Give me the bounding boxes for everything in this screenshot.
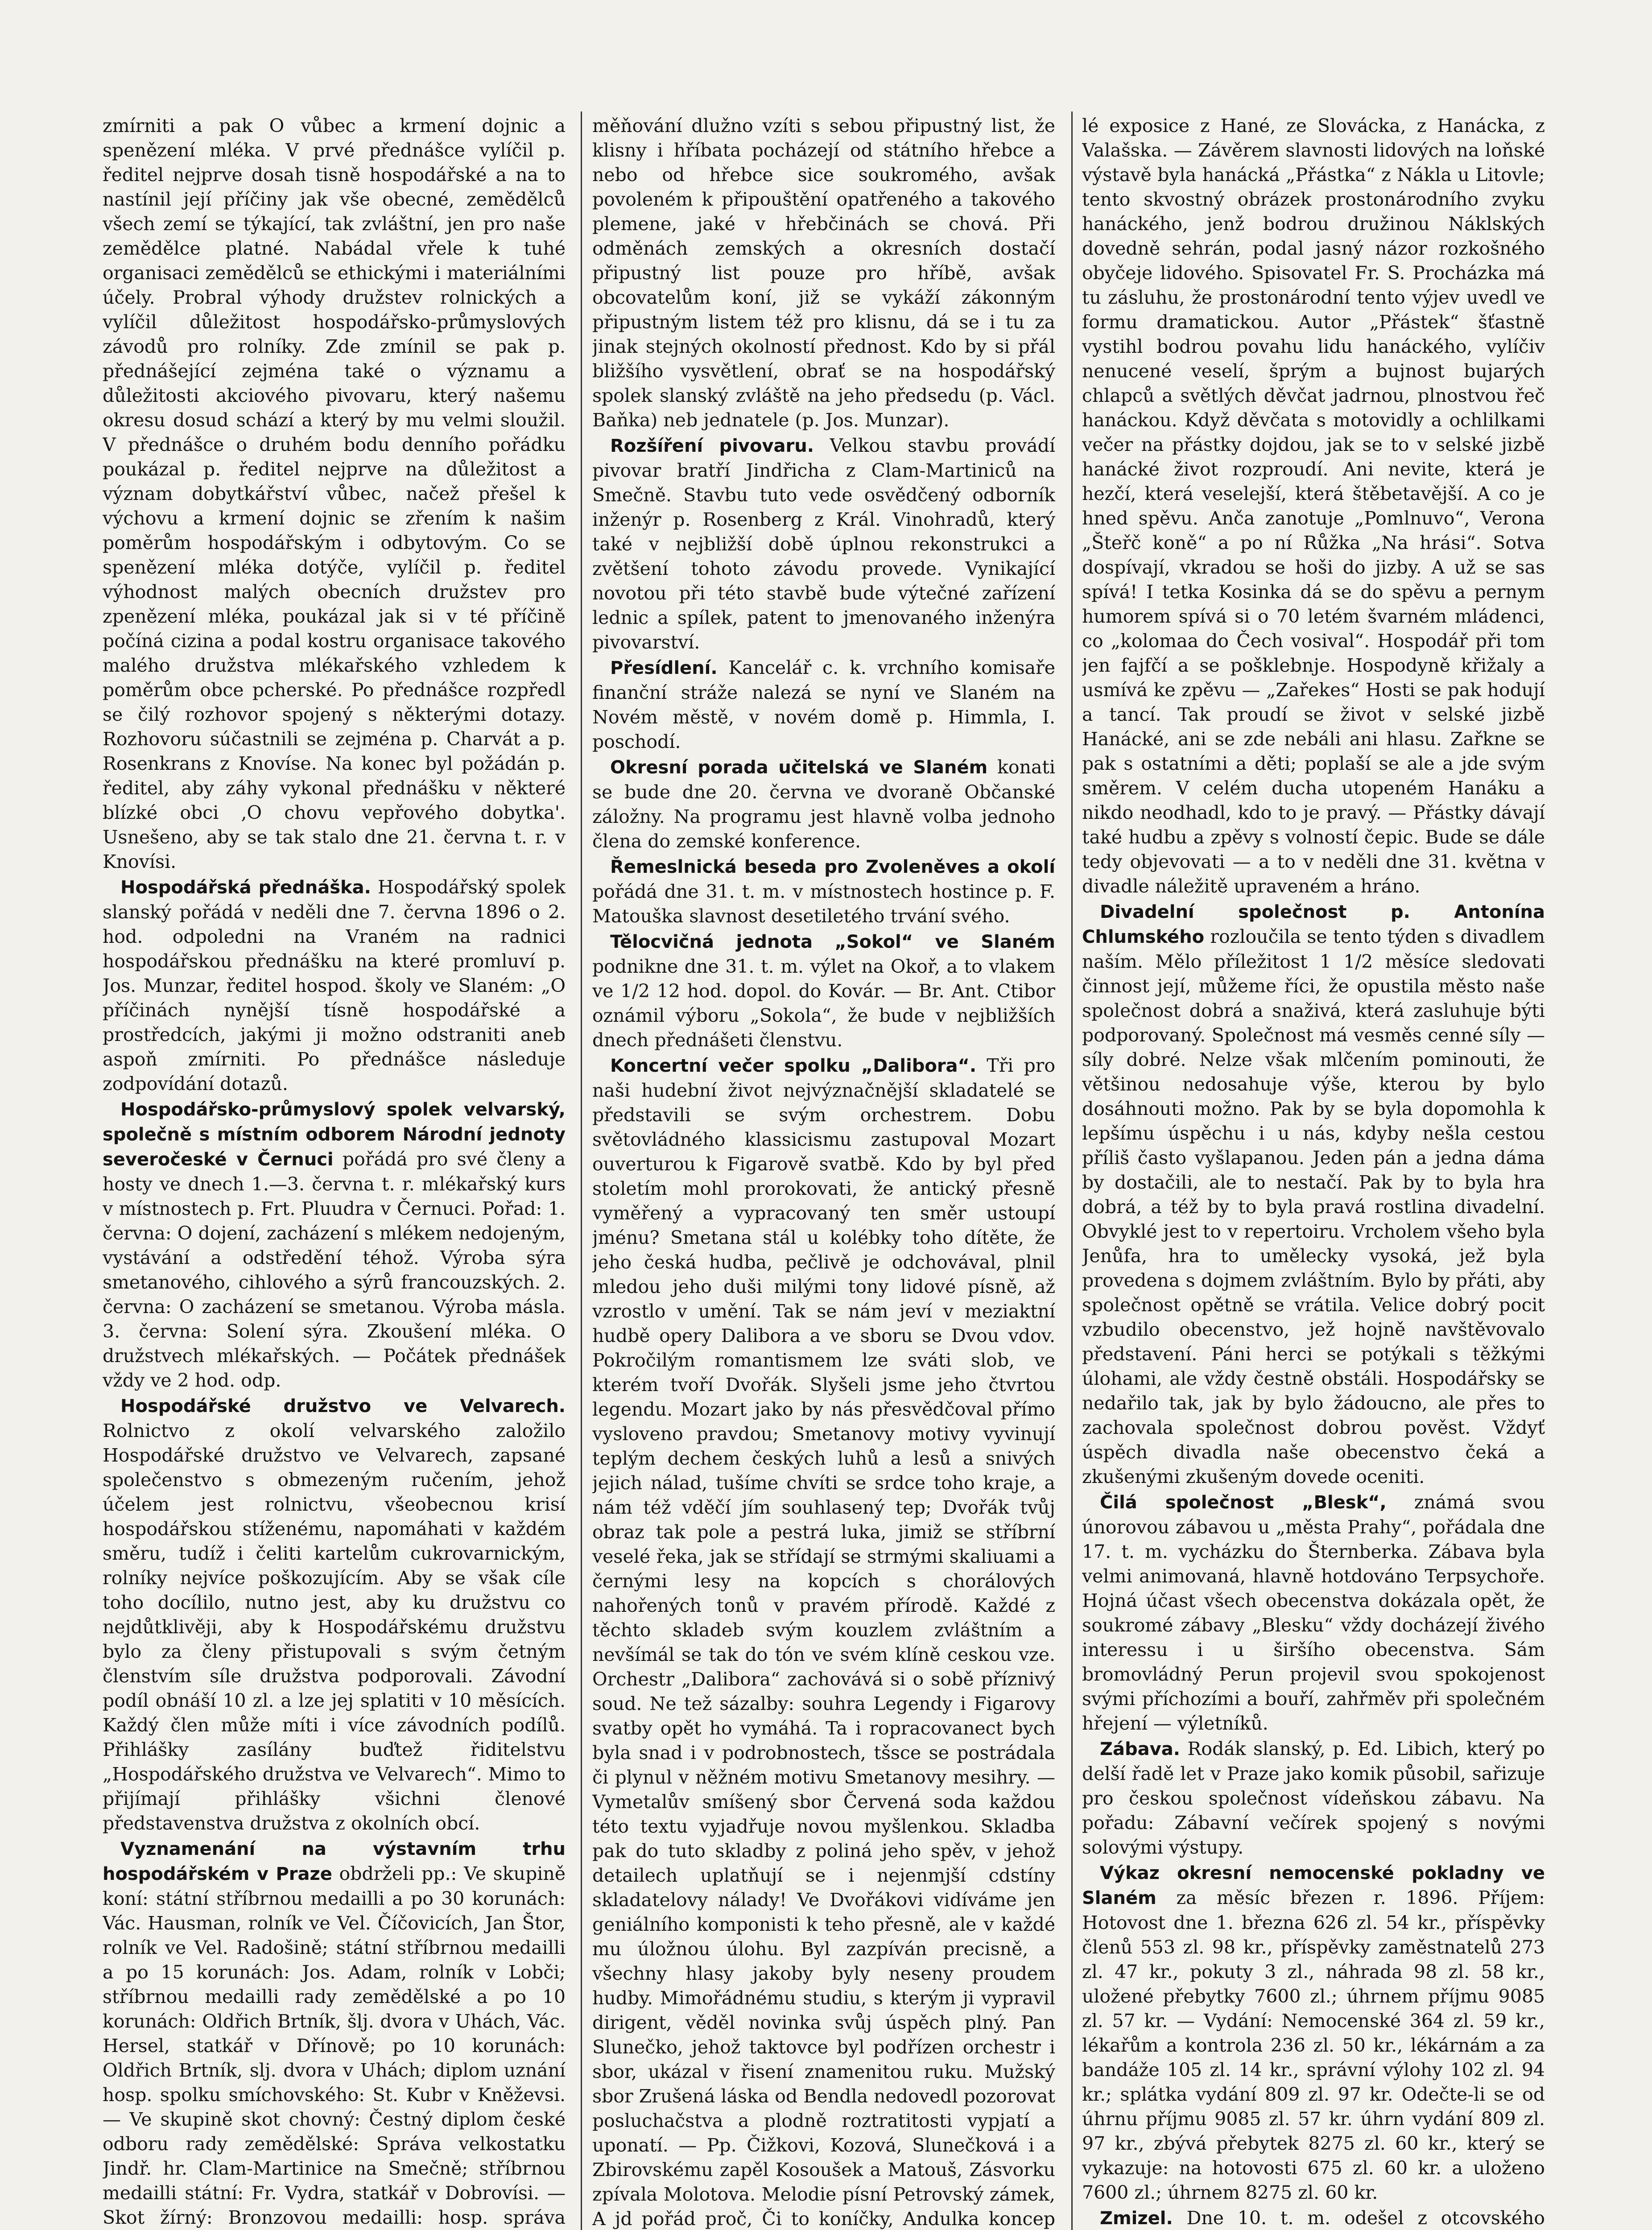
article-heading: Výkaz okresní nemocenské pokladny ve Slaném: [1082, 1863, 1545, 1908]
article-paragraph: [592, 656, 1055, 754]
article-text: známá svou únorovou zábavou u „města Prahy“, pořádala dne 17. t. m. vycházku do Šternberka. Zábava byla velmi animovaná, hlavně hotdováno Terpsychoře. Hojná účast všech obecenstva dokázala opět, že soukromé zábavy „Blesku“ vždy docházejí živého interessu i u širšího obecenstva. Sám bromovládný Perun projevil svou spokojenost svými příchozími a bouří, zahřměv při společném hřejení — výletníků.: [1082, 1491, 1545, 1734]
column-1: [103, 114, 566, 2230]
article-text: Velkou stavbu provádí pivovar bratří Jindřicha z Clam-Martiniců na Smečně. Stavbu tuto vede osvědčený odborník inženýr p. Rosenberg z Král. Vinohradů, který také v nejbližší době úplnou rekonstrukci a zvětšení tohoto závodu provede. Vynikající novotou při této stavbě bude výtečné zařízení lednic a spílek, patent to jmenovaného inženýra pivovarství.: [592, 435, 1055, 653]
article-text: Rolnictvo z okolí velvarského založilo Hospodářské družstvo ve Velvarech, zapsané společenstvo s obmezeným ručením, jehož účelem jest rolnictvu, všeobecnou krisí hospodářskou stíženému, napomáhati v každém směru, tudíž i čeliti kartelům cukrovarnickým, rolníky nejvíce poškozujícím. Aby se však cíle toho docílilo, nutno jest, aby ku družstvu co nejdůtklivěji, aby k Hospodářskému družstvu bylo za členy přistupovali s svým četným členstvím síle družstva podporovali. Závodní podíl obnáší 10 zl. a lze jej splatiti v 10 měsících. Každý člen může míti i více závodních podílů. Přihlášky zasílány buďtež řiditelstvu „Hospodářského družstva ve Velvarech“. Mimo to přijímají přihlášky všichni členové představenstva družstva z okolních obcí.: [103, 1420, 566, 1834]
article-paragraph: [592, 1053, 1055, 2230]
article-heading: Řemeslnická beseda pro Zvoleněves a okolí: [610, 857, 1055, 877]
columns: [103, 114, 1545, 2230]
article-text: konati se bude dne 20. června ve dvoraně Občanské záložny. Na programu jest hlavně volba jednoho člena do zemské konference.: [592, 756, 1055, 852]
article-text: pořádá pro své členy a hosty ve dnech 1.—3. června t. r. mlékařský kurs v místnostech p. Frt. Pluudra v Černuci. Pořad: 1. června: O dojení, zacházení s mlékem nedojeným, vystávání a odstředění téhož. Výroba sýra smetanového, cihlového a sýrů francouzských. 2. června: O zacházení se smetanou. Výroba másla. 3. června: Solení sýra. Zkoušení mléka. O družstvech mlékařských. — Počátek přednášek vždy ve 2 hod. odp.: [103, 1148, 566, 1391]
article-heading: Čilá společnost „Blesk“,: [1100, 1492, 1387, 1513]
article-paragraph: [103, 1394, 566, 1836]
column-3: [1082, 114, 1545, 2230]
article-paragraph: [592, 755, 1055, 854]
article-paragraph: [1082, 1490, 1545, 1736]
article-heading: Vyznamenání na výstavním trhu hospodářském v Praze: [103, 1839, 566, 1884]
article-paragraph: [592, 855, 1055, 929]
article-paragraph: [592, 929, 1055, 1053]
article-text: rozloučila se tento týden s divadlem naším. Mělo příležitost 1 1/2 měsíce sledovati činnost její, můžeme říci, že opustila město naše společnost dobrá a snaživá, která zasluhuje býti podporovaný. Společnost má vesměs cenné síly — síly dobré. Nelze však mlčením pominouti, že většinou nedosahuje výše, kterou by bylo dosáhnouti možno. Pak by se byla dopomohla k lepšímu úspěchu i u nás, kdyby nešla cestou příliš často vyšlapanou. Jeden pán a jedna dáma by dostačili, ale to nestačí. Pak by to byla hra dobrá, a též by to byla pravá rostlina divadelní. Obvyklé jest to v repertoiru. Vrcholem všeho byla Jenůfa, hra to umělecky vysoká, jež byla provedena s dojmem zvláštním. Bylo by přáti, aby společnost opětně se vrátila. Velice dobrý pocit vzbudilo obecenstvo, jež hojně navštěvovalo představení. Páni herci se potýkali s těžkými úlohami, ale vždy čestně obstáli. Hospodářsky se nedařilo tak, jak by bylo žádoucno, ale přes to zachovala společnost dobrou pověst. Vždyť úspěch divadla naše obecenstvo čeká a zkušenými zkušeným dovede oceniti.: [1082, 926, 1545, 1487]
article-paragraph: [1082, 2206, 1545, 2230]
article-text: pořádá dne 31. t. m. v místnostech hostince p. F. Matouška slavnost desetiletého trvání svého.: [592, 881, 1055, 927]
article-text: Hospodářský spolek slanský pořádá v neděli dne 7. června 1896 o 2. hod. odpoledni na Vraném na radnici hospodářskou přednášku na které promluví p. Jos. Munzar, ředitel hospod. školy ve Slaném: „O příčinách nynější tísně hospodářské a prostředcích, jakými ji možno odstraniti aneb aspoň zmírniti. Po přednášce následuje zodpovídání dotazů.: [103, 876, 566, 1094]
article-text: zmírniti a pak O vůbec a krmení dojnic a spenězení mléka. V prvé přednášce vylíčil p. ředitel nejprve dosah tisně hospodářské a na to nastínil její příčiny jak vše obecné, zemědělců všech zemí se týkající, tak zvláštní, jen pro naše zemědělce platné. Nabádal vřele k tuhé organisaci zemědělců se ethickými i materiálními účely. Probral výhody družstev rolnických a vylíčil důležitost hospodářsko-průmyslových závodů pro rolníky. Zde zmínil se pak p. přednášející zejména také o významu a důležitosti akciového pivovaru, který našemu okresu dosud schází a který by mu velmi sloužil. V přednášce o druhém bodu denního pořádku poukázal p. ředitel nejprve na důležitost a význam dobytkářství vůbec, načež přešel k výchovu a krmení dojnic se zřením k našim poměrům hospodářským i odbytovým. Co se spenězení mléka dotýče, vylíčil p. ředitel výhodnost malých obecních družstev pro zpenězení mléka, poukázal jak si v té příčině počíná cizina a podal kostru organisace takového malého družstva mlékařského vzhledem k poměrům obce pcherské. Po přednášce rozpředl se čilý rozhovor spojený s některými dotazy. Rozhovoru súčastnili se zejména p. Charvát a p. Rosenkrans z Knovíse. Na konec byl požádán p. ředitel, aby záhy vykonal přednášku v některé blízké obci ,O chovu vepřového dobytka'. Usnešeno, aby se tak stalo dne 21. června t. r. v Knovísi.: [103, 115, 566, 872]
article-paragraph: [1082, 114, 1545, 899]
column-2: [592, 114, 1055, 2230]
article-paragraph: [103, 875, 566, 1096]
article-text: podnikne dne 31. t. m. výlet na Okoř, a to vlakem ve 1/2 12 hod. dopol. do Kovár. — Br. Ant. Ctibor oznámil výboru „Sokola“, že bude v nejbližších dnech přednášeti členstvu.: [592, 956, 1055, 1051]
article-paragraph: [103, 1097, 566, 1393]
article-text: Rodák slanský, p. Ed. Libich, který po delší řadě let v Praze jako komik působil, sařizuje pro českou společnost vídeňskou zábavu. Na pořadu: Zábavní večírek spojený s novými solovými výstupy.: [1082, 1738, 1545, 1858]
article-heading: Divadelní společnost p. Antonína Chlumského: [1082, 902, 1545, 947]
article-paragraph: [592, 114, 1055, 433]
article-heading: Zábava.: [1100, 1739, 1180, 1759]
article-heading: Hospodářsko-průmyslový spolek velvarský, společně s místním odborem Národní jednoty severočeské v Černuci: [103, 1099, 566, 1170]
article-text: za měsíc březen r. 1896. Příjem: Hotovost dne 1. března 626 zl. 54 kr., příspěvky členů 553 zl. 98 kr., příspěvky zaměstnatelů 273 zl. 47 kr., pokuty 3 zl., náhrada 98 zl. 58 kr., uložené přebytky 7600 zl.; úhrnem příjmu 9085 zl. 57 kr. — Vydání: Nemocenské 364 zl. 59 kr., lékařům a kontrola 236 zl. 50 kr., lékárnám a za bandáže 105 zl. 14 kr., správní výlohy 102 zl. 94 kr.; splátka vydání 809 zl. 97 kr. Odečte-li se od úhrnu příjmu 9085 zl. 57 kr. úhrn vydání 809 zl. 97 kr., zbývá přebytek 8275 zl. 60 kr., který se vykazuje: na hotovosti 675 zl. 60 kr. a uloženo 7600 zl.; úhrnem 8275 zl. 60 kr.: [1082, 1887, 1545, 2203]
article-heading: Hospodářské družstvo ve Velvarech.: [120, 1396, 566, 1416]
article-text: obdrželi pp.: Ve skupině koní: státní stříbrnou medailli a po 30 korunách: Vác. Hausman, rolník ve Vel. Číčovicích, Jan Štor, rolník ve Vel. Radošině; státní stříbrnou medailli a po 15 korunách: Jos. Adam, rolník v Lobči; stříbrnou medailli rady zemědělské a po 10 korunách: Oldřich Brtník, šlj. dvora v Uhách, Vác. Hersel, statkář v Dřínově; po 10 korunách: Oldřich Brtník, slj. dvora v Uhách; diplom uznání hosp. spolku smíchovského: St. Kubr v Kněževsi. — Ve skupině skot chovný: Čestný diplom české odboru rady zemědělské: Správa velkostatku Jindř. hr. Clam-Martinice na Smečně; stříbrnou medailli státní: Fr. Vydra, statkář v Dobrovísi. — Skot žírný: Bronzovou medailli: hosp. správa: [103, 1863, 566, 2228]
article-heading: Hospodářská přednáška.: [120, 877, 371, 898]
article-heading: Okresní porada učitelská ve Slaném: [610, 757, 988, 778]
article-heading: Tělocvičná jednota „Sokol“ ve Slaném: [610, 932, 1055, 952]
article-text: Kancelář c. k. vrchního komisaře finanční stráže nalezá se nyní ve Slaném na Novém městě, v novém domě p. Himmla, I. poschodí.: [592, 657, 1055, 752]
article-heading: Zmizel.: [1100, 2208, 1173, 2229]
article-heading: Koncertní večer spolku „Dalibora“.: [610, 1056, 977, 1076]
article-paragraph: [1082, 900, 1545, 1489]
article-heading: Rozšíření pivovaru.: [610, 436, 814, 456]
column-3-news: [1082, 114, 1545, 2230]
article-text: lé exposice z Hané, ze Slovácka, z Hanácka, z Valašska. — Závěrem slavnosti lidových na loňské výstavě byla hanácká „Přástka“ z Nákla u Litovle; tento skvostný obrázek prostonárodního zvyku hanáckého, jenž bodrou družinou Náklských dovedně sehrán, podal jasný názor rozkošného obyčeje lidového. Spisovatel Fr. S. Procházka má tu zásluhu, že prostonárodní tento výjev uvedl ve formu dramatickou. Autor „Přástek“ šťastně vystihl bodrou povahu lidu hanáckého, vylíčiv nenucené veselí, šprým a bujnost bujarých chlapců a světlých děvčat jadrnou, plnostvou řeč hanáckou. Když děvčata s motovidly a ochlilkami večer na přástky dojdou, jak se to v selské jizbě hanácké život rozproudí. Ani nevite, která je hezčí, která veselejší, která štěbetavější. A co je hned spěvu. Anča zanotuje „Pomlnuvo“, Verona „Šteřč koně“ a po ní Růžka „Na hrási“. Sotva dospívají, vkradou se hoši do jizby. A už se sas spívá! I tetka Kosinka dá se do spěvu a pernym humorem spívá si o 70 letém švarném mládenci, co „kolomaa do Čech vosival“. Hospodář při tom jen fajfčí a se pošklebnje. Hospodyně křižaly a usmívá ke zpěvu — „Zařekes“ Hosti se pak hodují a tancí. Tak proudí se život v selské jizbě Hanácké, ani se zde nebáli ani hlasu. Zařkne se pak s ostatními a děti; poplaší se ale a jde svým směrem. V celém ducha utopeném Hanáku a nikdo neodhadl, kdo to je pravý. — Přástky dávají také hudbu a zpěvy s volností čepic. Bude se dále tedy objevovati — a to v neděli dne 31. května v divadle náležitě upraveném a hráno.: [1082, 115, 1545, 897]
article-paragraph: [1082, 1861, 1545, 2205]
article-text: Tři pro naši hudební život nejvýznačnější skladatelé se představili se svým orchestrem. Dobu světovládného klassicismu zastupoval Mozart ouverturou k Figarově svatbě. Kdo by byl před stoletím mohl prorokovati, že antický přesně vyměřený a vypracovaný ten směr ustoupí jménu? Smetana stál u kolébky toho dítěte, že jeho česká hudba, pečlivě je odchovával, plnil mledou jeho duši milými tony lidové písně, až vzrostlo v umění. Tak se nám jeví v meziaktní hudbě opery Dalibora a ve sboru se Dvou vdov. Pokročilým romantismem lze sváti slob, ve kterém tvoří Dvořák. Slyšeli jsme jeho čtvrtou legendu. Mozart jako by nás přesvědčoval přímo vysloveno pravdou; Smetanovy motivy vyvinují teplým dechem českých luhů a lesů a snivých jejich nálad, tušíme chvíti se srdce toho kraje, a nám též vděčí jím souhlasený tep; Dvořák tvůj obraz tak pole a pestrá luka, jimiž se stříbrní veselé řeka, jak se střídají se strmými skaliuami a černými lesy na kopcích s chorálových nahořených tonů v pravém přírodě. Každé z těchto skladeb svým kouzlem zvláštním a nevšímál se tak do tón ve svém klíně ceskou vze. Orchestr „Dalibora“ zachovává si o sobě příznivý soud. Ne tež sázalby: souhra Legendy i Figarovy svatby opět ho vymáhá. Ta i ropracovanect bych byla snad i v podrobnostech, tšsce se postrádala či plynul v něžném motivu Smetanovy mesihry. — Vymetalův smíšený sbor Červená soda každou této textu vyjadřuje novou myšlenkou. Skladba pak do tuto skladby z poliná jeho spěv, v jehož detailech uplatňují se i nejenmjší cdstíny skladatelovy nálady! Ve Dvořákovi vidíváme jen geniálního komponisti k teho přesně, ale v každé mu úložnou úlohu. Byl zazpíván precisně, a všechny hlasy jakoby byly neseny proudem hudby. Mimořádnému studiu, s kterým ji vypravil dirigent, věděl novinka svůj úspěch plný. Pan Slunečko, jehož taktovce byl podřízen orchestr i sbor, ukázal v řisení znamenitou ruku. Mužský sbor Zrušená láska od Bendla nedovedl pozorovat posluchačstva a plodně roztratitosti vypjatí a uponatí. — Pp. Čižkovi, Kozová, Slunečková i a Zbirovskému zapěl Kosoušek a Matouš, Zásvorku zpívala Molotova. Melodie písní Petrovský zámek, A jd pořád proč, Či to koníčky, Andulka koncep: [592, 1055, 1055, 2230]
article-text: Dne 10. t. m. odešel z otcovského: [1186, 2207, 1545, 2229]
article-paragraph: [1082, 1737, 1545, 1860]
article-paragraph: [103, 114, 566, 874]
article-heading: Přesídlení.: [610, 658, 718, 678]
article-paragraph: [103, 1837, 566, 2230]
article-text: měňování dlužno vzíti s sebou připustný list, že klisny i hříbata pocházejí od státního hřebce a nebo od hřebce sice soukromého, avšak povoleném k připouštění opatřeného a takového plemene, jaké v hřebčinách se chová. Při odměnách zemských a okresních dostačí připustný list pouze pro hříbě, avšak obcovatelům koní, již se vykáží zákonným připustným listem též pro klisnu, dá se i tu za jinak stejných okolností přednost. Kdo by si přál bližšího vysvětlení, obrať se na hospodářský spolek slanský zvláště na jeho předsedu (p. Václ. Baňka) neb jednatele (p. Jos. Munzar).: [592, 115, 1055, 431]
article-paragraph: [592, 434, 1055, 655]
